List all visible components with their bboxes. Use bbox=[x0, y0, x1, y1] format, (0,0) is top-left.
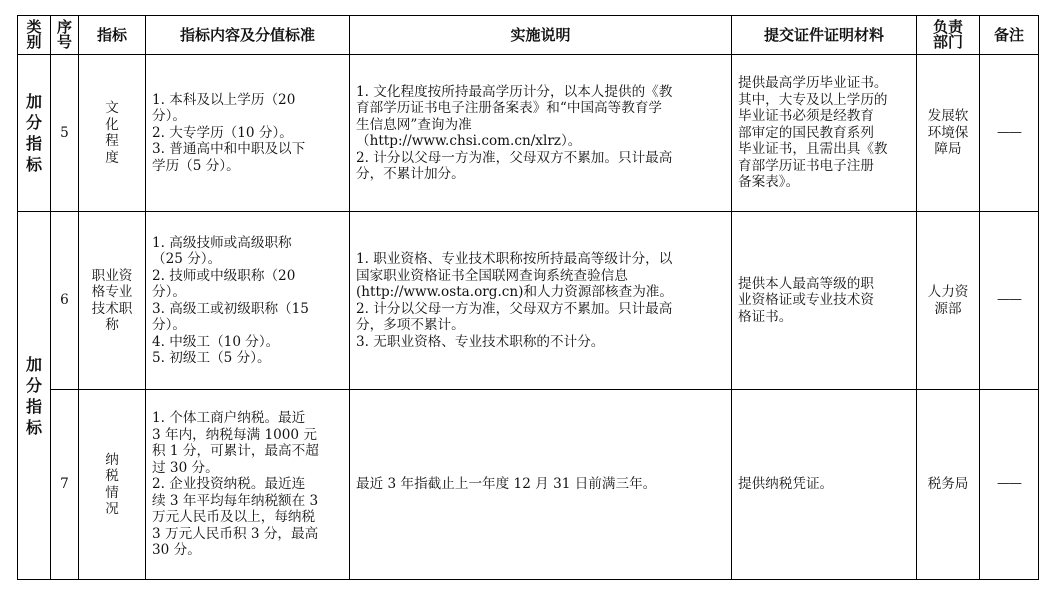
remark-cell: —— bbox=[980, 390, 1039, 580]
header-materials: 提交证件证明材料 bbox=[732, 16, 917, 55]
header-category: 类 别 bbox=[18, 16, 51, 55]
header-seq: 序 号 bbox=[51, 16, 79, 55]
implementation-cell: 最近 3 年指截止上一年度 12 月 31 日前满三年。 bbox=[350, 390, 732, 580]
indicator-cell: 职业资 格专业 技术职 称 bbox=[79, 212, 146, 390]
dept-cell: 税务局 bbox=[917, 390, 980, 580]
seq-cell: 7 bbox=[51, 390, 79, 580]
materials-cell: 提供最高学历毕业证书。 其中，大专及以上学历的 毕业证书必须是经教育 部审定的国民教育系列 毕业证书，且需出具《教 育部学历证书电子注册 备案表》。 bbox=[732, 55, 917, 212]
seq-cell: 6 bbox=[51, 212, 79, 390]
indicator-cell: 文 化 程 度 bbox=[79, 55, 146, 212]
indicator-cell: 纳 税 情 况 bbox=[79, 390, 146, 580]
dept-cell: 发展软 环境保 障局 bbox=[917, 55, 980, 212]
materials-cell: 提供纳税凭证。 bbox=[732, 390, 917, 580]
materials-cell: 提供本人最高等级的职 业资格证或专业技术资 格证书。 bbox=[732, 212, 917, 390]
table-row bbox=[18, 390, 1039, 580]
content-cell: 1. 高级技师或高级职称 （25 分）。 2. 技师或中级职称（20 分）。 3. 高级工或初级职称（15 分）。 4. 中级工（10 分）。 5. 初级工（5 分）。 bbox=[146, 212, 350, 390]
content-cell: 1. 本科及以上学历（20 分）。 2. 大专学历（10 分）。 3. 普通高中和中职及以下 学历（5 分）。 bbox=[146, 55, 350, 212]
scoring-table bbox=[17, 15, 1039, 580]
header-indicator: 指标 bbox=[79, 16, 146, 55]
remark-cell: —— bbox=[980, 212, 1039, 390]
dept-cell: 人力资 源部 bbox=[917, 212, 980, 390]
remark-cell: —— bbox=[980, 55, 1039, 212]
content-cell: 1. 个体工商户纳税。最近 3 年内，纳税每满 1000 元 积 1 分，可累计，最高不超 过 30 分。 2. 企业投资纳税。最近连 续 3 年平均每年纳税额在 3 万元人民币及以上，每纳税 3 万元人民币积 3 分，最高 30 分。 bbox=[146, 390, 350, 580]
table-row bbox=[18, 212, 1039, 390]
header-implementation: 实施说明 bbox=[350, 16, 732, 55]
header-remark: 备注 bbox=[980, 16, 1039, 55]
implementation-cell: 1. 文化程度按所持最高学历计分，以本人提供的《教 育部学历证书电子注册备案表》和“中国高等教育学 生信息网”查询为准 （http://www.chsi.com.cn/xlrz）。 2. 计分以父母一方为准，父母双方不累加。只计最高 分，不累计加分。 bbox=[350, 55, 732, 212]
category-cell: 加 分 指 标 bbox=[18, 55, 51, 212]
header-content: 指标内容及分值标准 bbox=[146, 16, 350, 55]
header-row bbox=[18, 16, 1039, 55]
seq-cell: 5 bbox=[51, 55, 79, 212]
table-row bbox=[18, 55, 1039, 212]
header-dept: 负责 部门 bbox=[917, 16, 980, 55]
implementation-cell: 1. 职业资格、专业技术职称按所持最高等级计分，以 国家职业资格证书全国联网查询系统查验信息 (http://www.osta.org.cn)和人力资源部核查为准。 2. 计分以父母一方为准，父母双方不累加。只计最高 分，多项不累计。 3. 无职业资格、专业技术职称的不计分。 bbox=[350, 212, 732, 390]
category-cell: 加 分 指 标 bbox=[18, 212, 51, 580]
